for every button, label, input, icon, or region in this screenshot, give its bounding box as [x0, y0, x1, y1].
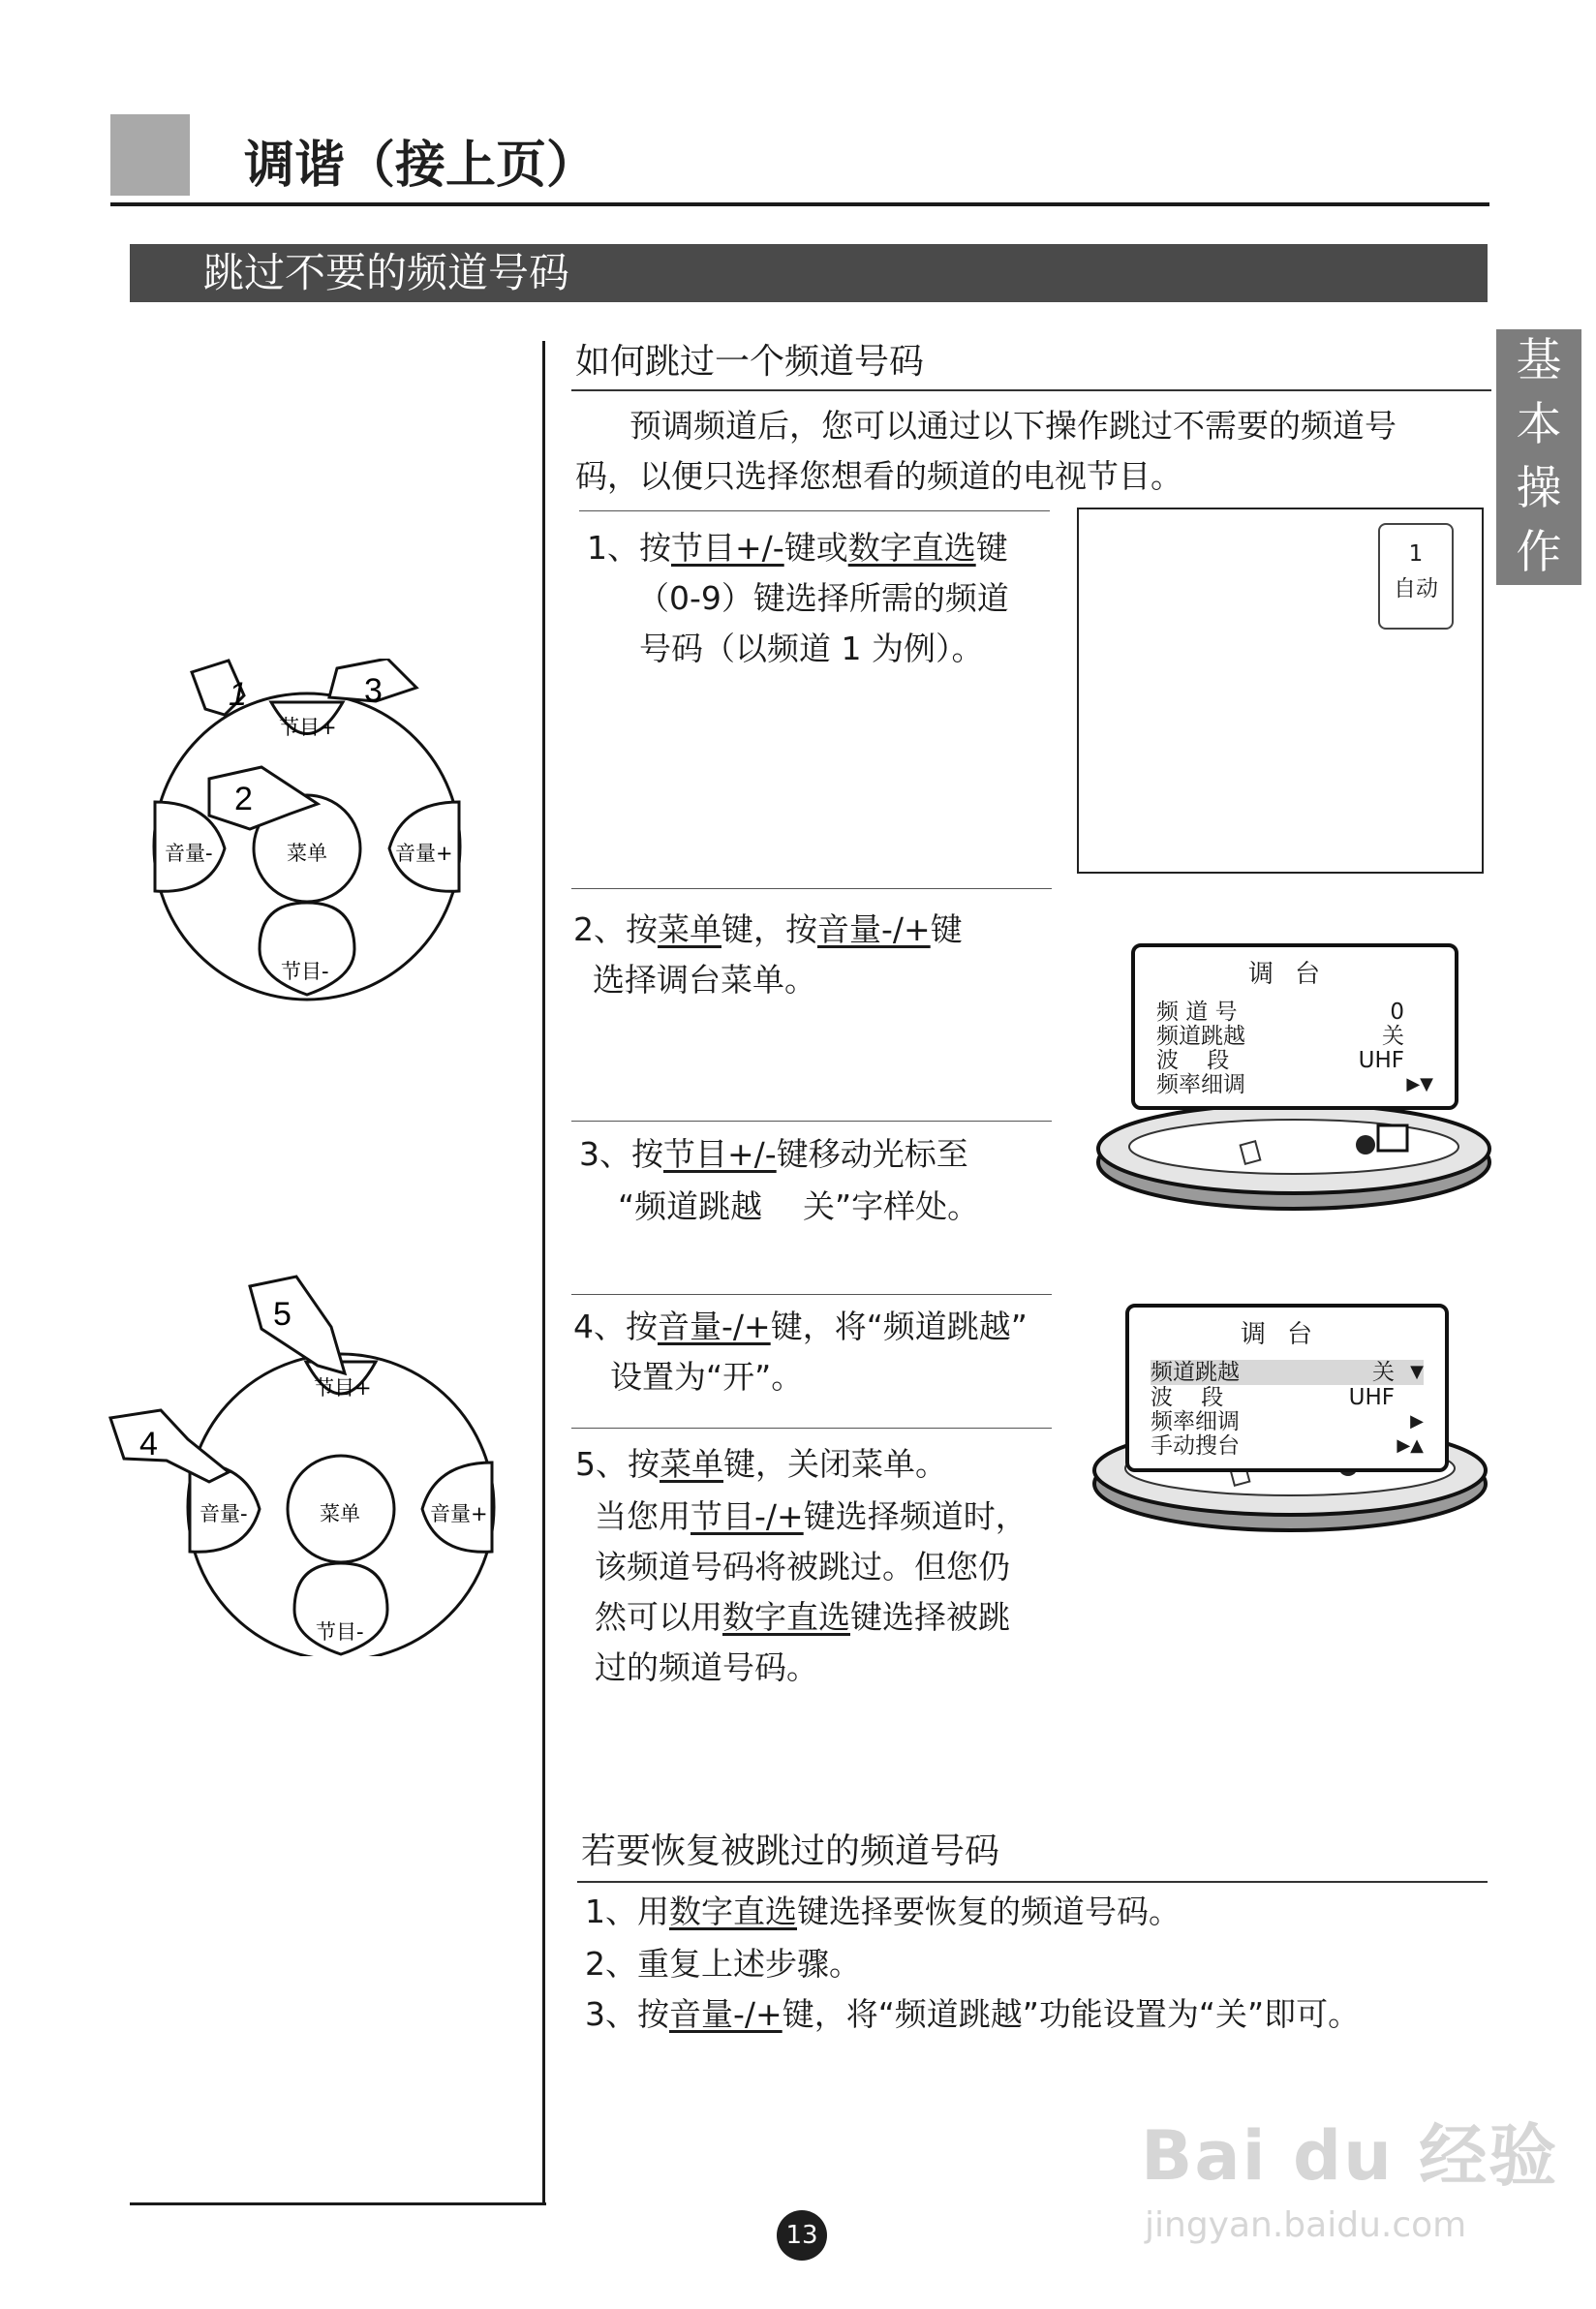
step-divider: [579, 510, 1050, 511]
key-ch: 节目+/-: [671, 529, 784, 567]
key-ch: 节目-/+: [691, 1497, 804, 1535]
side-tab: [1496, 329, 1581, 585]
key-direct: 数字直选: [669, 1893, 797, 1930]
menu-title: 调台: [1247, 960, 1341, 989]
step-number-1: 1: [229, 676, 247, 713]
side-tab-char: 操: [1516, 462, 1562, 515]
step-divider: [571, 1294, 1052, 1295]
menu-label: 菜单: [320, 1502, 360, 1525]
menu-row: 频道跳越 关: [1156, 1024, 1404, 1049]
menu-row: 手动搜台 ▶▲: [1151, 1433, 1424, 1459]
ch-down-label: 节目-: [281, 960, 329, 983]
menu-row: 频 道 号 0: [1156, 1000, 1404, 1025]
tuning-menu-2: [1125, 1304, 1449, 1472]
header-gray-block: [110, 114, 190, 196]
menu-row: 频率细调 ▶▼: [1156, 1072, 1433, 1097]
page-number: 13: [777, 2210, 827, 2261]
watermark-logo: Bai du 经验: [1141, 2116, 1559, 2196]
step5-line2: 当您用节目-/+键选择频道时，: [595, 1497, 1028, 1535]
restore-heading: 若要恢复被跳过的频道号码: [581, 1832, 1000, 1871]
remote-diagram-2: [103, 1269, 504, 1656]
footer-rule: [130, 2202, 546, 2205]
step5-line4: 然可以用数字直选键选择被跳: [595, 1598, 1010, 1636]
key-vol: 音量-/+: [817, 910, 931, 948]
watermark-url: jingyan.baidu.com: [1145, 2205, 1467, 2245]
header-rule: [110, 202, 1489, 206]
intro-line: 码，以便只选择您想看的频道的电视节目。: [575, 457, 1182, 495]
side-tab-char: 作: [1516, 526, 1562, 579]
step2-line2: 选择调台菜单。: [593, 961, 816, 999]
menu-label: 菜单: [287, 842, 327, 865]
key-menu: 菜单: [658, 910, 721, 948]
page-title: 调谐（接上页）: [244, 137, 598, 195]
vol-up-label: 音量+: [395, 842, 453, 865]
step4-line2: 设置为“开”。: [610, 1358, 804, 1396]
key-vol: 音量-/+: [658, 1308, 771, 1345]
menu-title: 调台: [1240, 1320, 1334, 1349]
step5-line5: 过的频道号码。: [595, 1648, 818, 1686]
step4-line1: 4、按音量-/+键，将“频道跳越”: [573, 1308, 1028, 1345]
step-divider: [571, 1121, 1052, 1122]
step3-line1: 3、按节目+/-键移动光标至: [579, 1135, 968, 1173]
key-ch: 节目+/-: [663, 1135, 777, 1173]
step1-line3: 号码（以频道 1 为例）。: [639, 630, 984, 667]
vol-down-label: 音量-: [165, 842, 213, 865]
side-tab-char: 基: [1516, 334, 1562, 387]
channel-number: 1: [1408, 541, 1424, 567]
channel-mode: 自动: [1394, 576, 1438, 601]
ch-up-label: 节目+: [279, 716, 337, 739]
side-tab-char: 本: [1516, 398, 1562, 451]
step1-line2: （0-9）键选择所需的频道: [637, 579, 1009, 617]
section-title: 跳过不要的频道号码: [203, 249, 570, 296]
step-number-5: 5: [273, 1296, 292, 1333]
skip-heading: 如何跳过一个频道号码: [575, 342, 925, 382]
menu-row: 频率细调 ▶: [1151, 1409, 1424, 1434]
restore-heading-rule: [577, 1881, 1488, 1883]
ch-up-label: 节目+: [314, 1376, 372, 1400]
step-number-2: 2: [234, 781, 253, 817]
key-direct: 数字直选: [847, 529, 976, 567]
vol-down-label: 音量-: [200, 1502, 248, 1525]
menu-row: 波 段 UHF: [1151, 1385, 1395, 1410]
intro-line: 预调频道后，您可以通过以下操作跳过不需要的频道号: [629, 407, 1396, 445]
skip-heading-rule: [571, 389, 1491, 391]
tv-base-1: [1092, 1094, 1493, 1216]
step-number-4: 4: [139, 1426, 158, 1462]
restore-item-3: 3、按音量-/+键，将“频道跳越”功能设置为“关”即可。: [585, 1995, 1361, 2033]
vol-up-label: 音量+: [430, 1502, 488, 1525]
key-direct: 数字直选: [722, 1598, 850, 1636]
step5-line1: 5、按菜单键，关闭菜单。: [575, 1445, 947, 1483]
step-divider: [571, 1428, 1052, 1429]
menu-row-highlighted: 频道跳越 关 ▼: [1151, 1360, 1424, 1385]
step5-line3: 该频道号码将被跳过。但您仍: [595, 1548, 1010, 1586]
step1-line1: 1、按节目+/-键或数字直选键: [587, 529, 1008, 567]
tuning-menu-1: [1131, 943, 1458, 1110]
restore-item-1: 1、用数字直选键选择要恢复的频道号码。: [585, 1893, 1181, 1930]
menu-row: 波 段 UHF: [1156, 1048, 1404, 1073]
key-menu: 菜单: [660, 1445, 723, 1483]
remote-diagram-1: [136, 659, 465, 1017]
step-divider: [571, 888, 1052, 889]
step3-line2: “频道跳越 关”字样处。: [618, 1187, 980, 1225]
channel-indicator: [1378, 523, 1454, 630]
step-number-3: 3: [364, 672, 383, 709]
column-divider: [542, 341, 545, 2205]
step2-line1: 2、按菜单键，按音量-/+键: [573, 910, 963, 948]
restore-item-2: 2、重复上述步骤。: [585, 1945, 861, 1983]
key-vol: 音量-/+: [669, 1995, 783, 2033]
ch-down-label: 节目-: [316, 1620, 364, 1644]
